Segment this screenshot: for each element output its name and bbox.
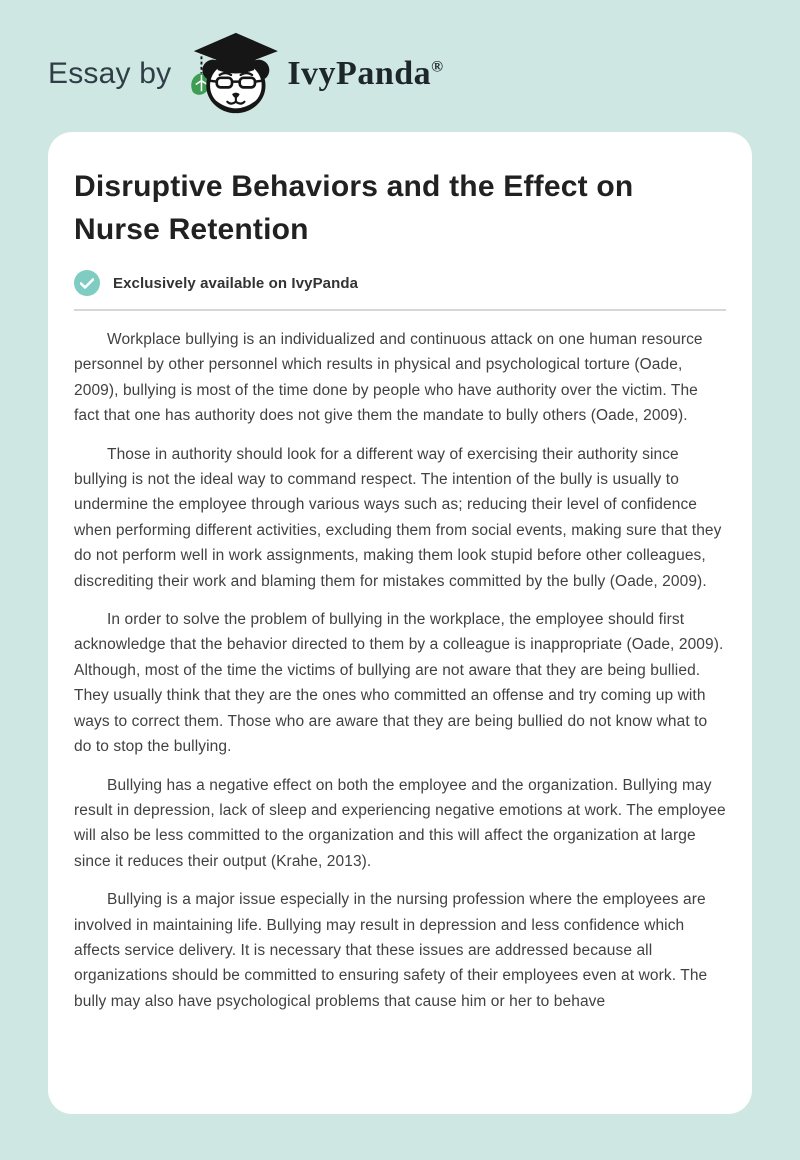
- availability-label: Exclusively available on IvyPanda: [113, 274, 359, 292]
- divider: [74, 309, 726, 311]
- ivypanda-panda-logo-icon: [185, 31, 281, 117]
- essay-paragraph: In order to solve the problem of bullying in the workplace, the employee should first acknowledge that the behavior directed to them by a colleague is inappropriate (Oade, 2009). Although, most of the time the victims of bullying are not aware that they are being bullied. They usually think that they are the ones who committed an offense and try coming up with ways to correct them. Those who are aware that they are being bullied do not know what to do to stop the bullying.: [74, 611, 724, 756]
- check-icon: [74, 270, 100, 296]
- essay-by-label: Essay by: [48, 57, 172, 90]
- essay-card: [48, 132, 752, 1114]
- essay-body: [74, 327, 726, 1014]
- essay-paragraph: Bullying is a major issue especially in the nursing profession where the employees are involved in maintaining life. Bullying may result in depression and less confidence which affects service delivery. It is necessary that these issues are addressed because all organizations should be committed to ensuring safety of their employees even at work. The bully may also have psychological problems that cause him or her to behave: [74, 891, 708, 1010]
- registered-mark: ®: [431, 58, 444, 76]
- essay-paragraph: Those in authority should look for a different way of exercising their authority since bullying is not the ideal way to command respect. The intention of the bully is usually to undermine the employee through various ways such as; reducing their level of confidence when performing different activities, excluding them from social events, making sure that they do not perform well in work assignments, making them look stupid before other colleagues, discrediting their work and blaming them for mistakes committed by the bully (Oade, 2009).: [74, 445, 722, 590]
- essay-paragraph: Bullying has a negative effect on both the employee and the organization. Bullying may result in depression, lack of sleep and experiencing negative emotions at work. The employee will also be less committed to the organization and this will affect the organization at large since it reduces their output (Krahe, 2013).: [74, 776, 726, 870]
- site-header: [0, 0, 800, 118]
- page-title: Disruptive Behaviors and the Effect on Nurse Retention: [74, 170, 634, 246]
- brand-name: IvyPanda®: [287, 55, 444, 92]
- availability-row: [74, 270, 726, 296]
- essay-paragraph: Workplace bullying is an individualized and continuous attack on one human resource personnel by other personnel which results in physical and psychological torture (Oade, 2009), bullying is most of the time done by people who have authority over the victim. The fact that one has authority does not give them the mandate to bully others (Oade, 2009).: [74, 331, 703, 425]
